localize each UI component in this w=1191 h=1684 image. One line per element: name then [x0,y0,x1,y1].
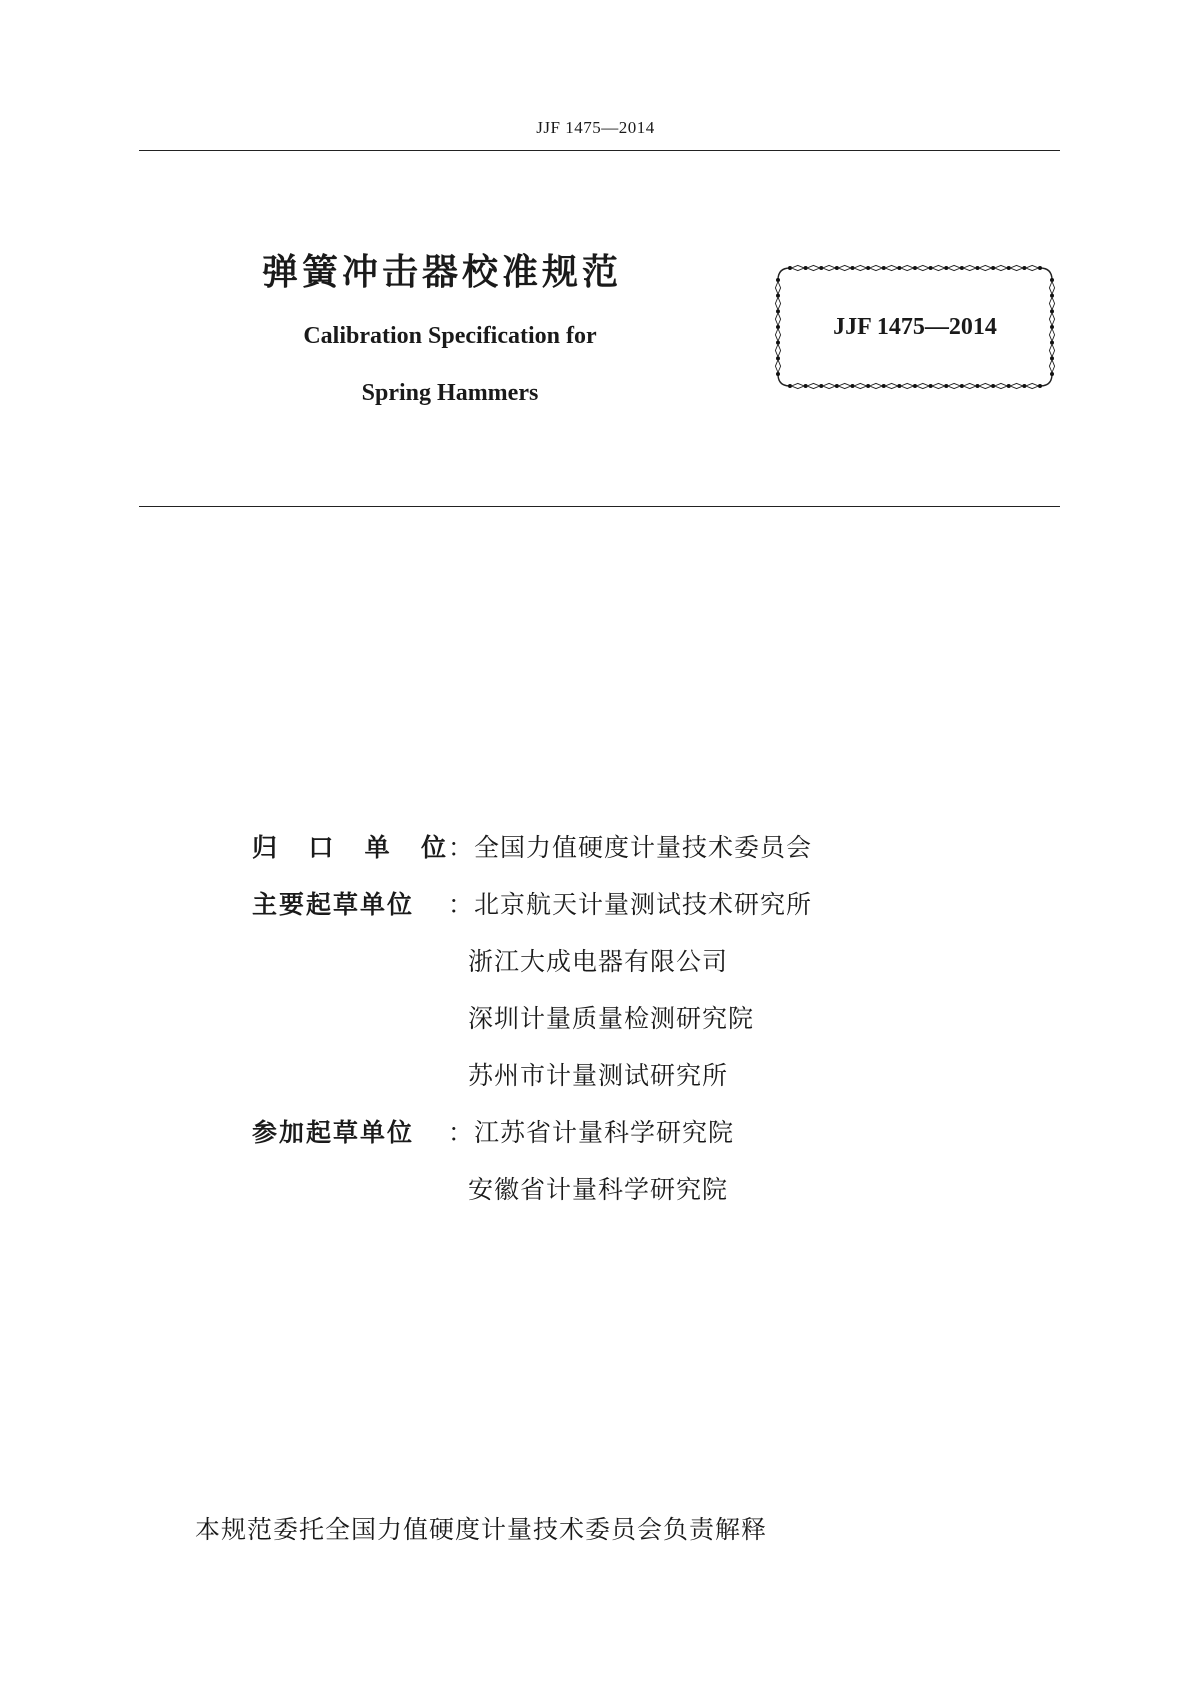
border-corner [778,268,790,280]
border-diamond [995,265,1008,270]
border-diamond [963,265,976,270]
border-diamond [917,383,930,388]
interpretation-note: 本规范委托全国力值硬度计量技术委员会负责解释 [195,1515,768,1544]
border-diamond [932,383,945,388]
border-diamond [901,265,914,270]
border-diamond [1010,383,1023,388]
border-corner [1040,268,1052,280]
bottom-rule [139,506,1060,507]
participating-drafter-value: 安徽省计量科学研究院 [468,1175,729,1204]
border-diamond [979,383,992,388]
border-diamond [792,383,805,388]
responsible-unit-label-char: 单 [364,833,392,862]
border-diamond [979,265,992,270]
responsible-unit-label-char: 口 [308,833,336,862]
border-corner [778,374,790,386]
main-drafter-value: 苏州市计量测试研究所 [468,1061,729,1090]
border-diamond [838,383,851,388]
main-drafter-value: 浙江大成电器有限公司 [468,947,729,976]
standard-number: JJF 1475—2014 [833,314,997,340]
border-diamond [885,383,898,388]
border-diamond [870,383,883,388]
border-dot [1038,384,1042,388]
border-diamond [775,282,780,295]
border-diamond [854,383,867,388]
border-diamond [917,265,930,270]
border-diamond [854,265,867,270]
main-drafter-label: 主要起草单位 [252,890,415,919]
border-diamond [775,360,780,373]
border-diamond [885,265,898,270]
header-standard-code: JJF 1475—2014 [536,118,655,137]
border-diamond [1026,383,1039,388]
border-diamond [948,265,961,270]
title-english-line2: Spring Hammers [361,380,539,406]
border-diamond [823,265,836,270]
participating-drafter-value: ：江苏省计量科学研究院 [448,1118,735,1147]
border-diamond [807,265,820,270]
border-diamond [1010,265,1023,270]
border-corner [1040,374,1052,386]
border-diamond [1049,297,1054,310]
standard-number-box [774,264,1056,390]
responsible-unit-label [252,828,448,868]
border-diamond [1049,344,1054,357]
responsible-unit-value: ：全国力值硬度计量技术委员会 [448,833,813,862]
border-dot [1038,266,1042,270]
border-diamond [1049,282,1054,295]
border-diamond [948,383,961,388]
participating-drafter-label: 参加起草单位 [252,1118,415,1147]
responsible-unit-label-char: 位 [420,833,448,862]
border-dot [1050,372,1054,376]
border-diamond [838,265,851,270]
border-diamond [901,383,914,388]
title-chinese: 弹簧冲击器校准规范 [262,252,623,293]
border-diamond [932,265,945,270]
border-diamond [995,383,1008,388]
border-diamond [775,297,780,310]
title-english-line1: Calibration Specification for [303,323,597,349]
border-diamond [775,344,780,357]
border-diamond [807,383,820,388]
border-diamond [1026,265,1039,270]
border-diamond [870,265,883,270]
responsible-unit-label-char: 归 [252,833,280,862]
border-dot [776,372,780,376]
border-diamond [792,265,805,270]
border-diamond [823,383,836,388]
border-diamond [963,383,976,388]
main-drafter-value: ：北京航天计量测试技术研究所 [448,890,813,919]
main-drafter-value: 深圳计量质量检测研究院 [468,1004,755,1033]
top-rule [139,150,1060,151]
border-diamond [1049,360,1054,373]
